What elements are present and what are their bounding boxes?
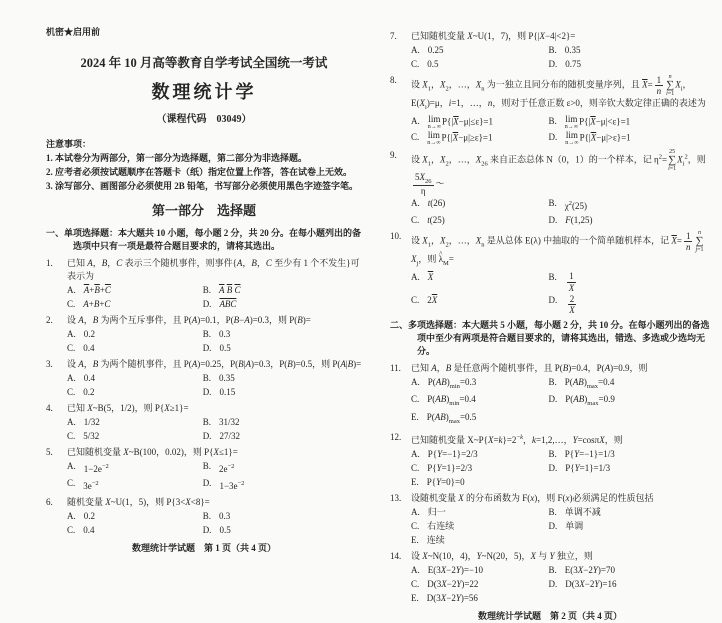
question-4-option-C — [67, 430, 203, 443]
question-number: 6. — [46, 497, 53, 507]
question-6-option-B — [203, 510, 362, 523]
option-label: C. — [411, 59, 420, 69]
option-label: D. — [548, 59, 558, 69]
option-text: $1-3e^{-2}$ — [219, 480, 245, 491]
page1-footer: 数理统计学试题 第 1 页（共 4 页） — [131, 543, 276, 553]
option-label: D. — [202, 478, 212, 488]
question-7-option-D — [549, 58, 710, 71]
option-text: 单调 — [565, 520, 584, 531]
question-5 — [46, 446, 362, 493]
question-number: 13. — [390, 492, 402, 503]
question-number: 3. — [46, 359, 53, 369]
page-1 — [46, 26, 376, 553]
option-text: t(26) — [427, 198, 446, 209]
question-10-option-A — [411, 271, 549, 293]
option-label: B. — [202, 461, 211, 471]
option-label: E. — [411, 476, 419, 487]
option-text: 0.15 — [219, 387, 236, 397]
security-marking: 机密★启用前 — [46, 27, 101, 37]
question-stem: 设 $X_1$，$X_2$，…，$X_n$ 是从总体 E(λ) 中抽取的一个简单随机样本，记 $\overline{X}=$ $\frac{1}{n}$ n ∑ j=1 $X_j$，则 λ $\^{}_M=$ — [411, 230, 710, 270]
option-label: A. — [411, 448, 420, 459]
note-3: 3. 涂写部分、画图部分必须使用 2B 铅笔，书写部分必须使用黑色字迹签字笔。 — [46, 181, 359, 191]
question-11-option-B — [549, 376, 710, 393]
option-label: A. — [411, 45, 420, 55]
question-2 — [46, 314, 362, 355]
question-10-option-B — [549, 271, 710, 293]
option-label: D. — [202, 387, 212, 397]
option-label: A. — [411, 272, 420, 283]
question-14-option-D — [549, 578, 710, 591]
option-text: 0.2 — [83, 329, 95, 339]
option-text: lim n→∞ $P\{|\overline{X}-\mu|<\varepsilon\}=1$ — [564, 113, 631, 130]
option-text: D(3X−2Y)=16 — [565, 578, 617, 589]
option-text: E(3X−2Y)=70 — [564, 564, 615, 575]
option-text: P{Y=1}=2/3 — [427, 462, 473, 473]
question-number: 9. — [390, 149, 397, 160]
option-text: $2\overline{X}$ — [427, 294, 438, 305]
option-label: A. — [67, 285, 76, 295]
question-5-option-A — [67, 460, 203, 476]
option-label: D. — [548, 578, 558, 589]
option-label: A. — [411, 376, 420, 387]
option-label: D. — [202, 343, 212, 353]
question-2-option-B — [203, 328, 362, 341]
option-text: 31/32 — [218, 417, 240, 427]
part1-title: 第一部分 选择题 — [151, 203, 256, 218]
question-9-option-A — [411, 197, 549, 213]
section2-intro: 二、多项选择题：本大题共 5 小题，每小题 2 分，共 10 分。在每小题列出的备选项中至少有两项是符合题目要求的，请将其选出，错选、多选或少选均无分。 — [390, 319, 710, 356]
option-label: D. — [548, 462, 558, 473]
option-label: E. — [411, 592, 419, 603]
question-8-option-B — [549, 115, 710, 130]
question-12-option-B — [549, 448, 710, 461]
question-stem: 设随机变量 X 的分布函数为 F(x)，则 F(x)必须满足的性质包括 — [411, 492, 654, 503]
option-label: B. — [548, 272, 557, 283]
option-label: A. — [67, 417, 76, 427]
page2-footer: 数理统计学试题 第 2 页（共 4 页） — [477, 610, 622, 621]
option-label: E. — [411, 412, 419, 423]
question-5-option-D — [203, 477, 362, 493]
question-6-option-A — [67, 510, 203, 523]
option-text: 0.5 — [219, 525, 231, 535]
question-9-option-B — [549, 197, 710, 213]
option-text: A+B+C — [83, 299, 111, 309]
option-text: $\overline{X}$ — [427, 272, 434, 283]
option-label: C. — [67, 299, 76, 309]
option-text: 0.25 — [427, 45, 444, 55]
option-label: B. — [202, 417, 211, 427]
question-stem: 设 A，B 为两个随机事件，且 P(A)=0.25，P(B|A)=0.3，P(B)=0.5，则 P(A|B)= — [67, 359, 362, 369]
question-10 — [390, 230, 710, 315]
question-9-option-D — [549, 214, 710, 227]
question-stem: 设 X~N(10，4)，Y~N(20，5)，X 与 Y 独立，则 — [411, 550, 593, 561]
question-4-option-B — [203, 416, 362, 429]
option-text: F(1,25) — [565, 215, 593, 226]
option-text: $1-2e^{-2}$ — [83, 463, 109, 474]
option-label: C. — [411, 294, 420, 305]
option-text: 0.4 — [83, 373, 95, 383]
note-2: 2. 应考者必须按试题顺序在答题卡（纸）指定位置上作答，答在试卷上无效。 — [46, 167, 353, 177]
option-text: 0.4 — [83, 525, 95, 535]
question-13-option-B — [549, 506, 710, 519]
option-label: B. — [548, 376, 557, 387]
question-3-option-B — [203, 372, 362, 385]
question-14-option-A — [411, 564, 549, 577]
question-number: 1. — [46, 258, 53, 268]
option-text: 0.4 — [83, 343, 95, 353]
question-stem: 已知随机变量 $X\sim P\{X=k\}=2^{-k}$，k=1,2,…，Y=cosπX，则 — [411, 433, 623, 445]
question-stem: 设 $X_1$，$X_2$，…，$X_n$ 为一独立且同分布的随机变量序列，且 $\overline{X}=$ $\frac{1}{n}$ n ∑ i=1 $X_i$，$E(X_i)=\mu$，i=1，…，n，则对于任意正数 ε>0，则辛钦大数定律正确的表述为 — [411, 74, 706, 111]
option-text: 5/32 — [83, 431, 100, 441]
option-label: B. — [202, 329, 211, 339]
question-number: 4. — [46, 403, 53, 413]
question-stem: 已知随机变量 X~B(100，0.02)，则 P{X≤1}= — [67, 447, 238, 457]
option-text: 1/32 — [83, 417, 100, 427]
option-label: D. — [548, 215, 558, 226]
option-label: C. — [411, 578, 420, 589]
option-text: 0.3 — [218, 329, 231, 339]
question-number: 7. — [390, 31, 397, 41]
option-text: lim n→∞ $P\{|\overline{X}-\mu|>\varepsilon\}=1$ — [565, 129, 631, 146]
question-12 — [390, 431, 710, 489]
question-10-option-C — [411, 294, 549, 316]
question-1 — [46, 257, 362, 311]
option-label: C. — [67, 431, 76, 441]
option-text: D(3X−2Y)=56 — [426, 592, 478, 603]
option-text: P{Y=−1}=2/3 — [427, 448, 478, 459]
option-text: $P(AB)_{min}=0.4$ — [427, 394, 476, 408]
question-10-option-D — [549, 294, 710, 316]
course-code: （课程代码 03049） — [156, 114, 252, 125]
option-label: A. — [411, 198, 420, 209]
notes-title: 注意事项： — [46, 139, 92, 149]
option-label: B. — [548, 198, 557, 209]
option-label: E. — [411, 534, 419, 545]
question-9 — [390, 149, 710, 228]
option-text: 0.35 — [564, 45, 581, 55]
question-5-option-B — [203, 460, 362, 476]
question-number: 12. — [390, 431, 402, 442]
question-13-option-A — [411, 506, 549, 519]
question-11-option-E — [411, 411, 549, 428]
questions-page2-multi — [390, 362, 710, 605]
option-text: P{Y=0}=0 — [426, 476, 465, 487]
option-label: B. — [548, 115, 557, 126]
question-2-option-D — [203, 342, 362, 355]
question-5-option-C — [67, 477, 203, 493]
question-12-option-A — [411, 448, 549, 461]
option-label: B. — [548, 506, 557, 517]
option-text: $\frac{2}{X}$ — [569, 293, 575, 316]
option-label: C. — [411, 215, 420, 226]
question-number: 8. — [390, 75, 397, 85]
option-label: D. — [202, 299, 212, 309]
option-label: A. — [411, 115, 420, 126]
question-number: 11. — [390, 362, 401, 373]
option-text: 0.2 — [83, 387, 95, 397]
question-number: 5. — [46, 447, 53, 457]
option-label: A. — [67, 511, 76, 521]
option-label: A. — [67, 461, 76, 471]
question-14-option-C — [411, 578, 549, 591]
exam-title: 数理统计学 — [151, 82, 257, 102]
question-7-option-C — [411, 58, 549, 71]
option-text: $\chi^2(25)$ — [564, 200, 588, 212]
option-text: 归一 — [427, 506, 446, 517]
option-label: B. — [202, 511, 211, 521]
note-1: 1. 本试卷分为两部分，第一部分为选择题，第二部分为非选择题。 — [46, 153, 308, 163]
exam-session-title: 2024 年 10 月高等教育自学考试全国统一考试 — [80, 56, 328, 70]
question-3 — [46, 358, 362, 399]
option-label: D. — [548, 131, 558, 142]
option-text: 0.5 — [219, 343, 231, 353]
question-1-option-D — [203, 298, 362, 311]
option-text: 连续 — [426, 534, 445, 545]
question-6-option-C — [67, 524, 203, 537]
option-text: lim n→∞ $P\{|\overline{X}-\mu|\ge\varepsilon\}=1$ — [427, 129, 493, 146]
question-12-option-E — [411, 476, 549, 489]
option-text: 0.5 — [427, 59, 439, 69]
option-text: lim n→∞ $P\{|\overline{X}-\mu|\le\varepsilon\}=1$ — [427, 113, 493, 130]
questions-page1 — [46, 257, 362, 537]
option-text: 0.2 — [83, 511, 95, 521]
option-label: B. — [548, 448, 557, 459]
option-label: D. — [548, 394, 558, 405]
option-text: 0.35 — [218, 373, 235, 383]
question-3-option-A — [67, 372, 203, 385]
option-text: $P(AB)_{min}=0.3$ — [427, 376, 477, 390]
question-1-option-A — [67, 284, 203, 297]
question-7-option-B — [549, 44, 710, 57]
question-6 — [46, 496, 362, 537]
question-8-option-C — [411, 131, 549, 146]
question-13-option-E — [411, 534, 549, 547]
question-8-option-D — [549, 131, 710, 146]
question-stem: 已知 A，B，C 表示三个随机事件，则事件{A，B，C 至少有 1 个不发生}可表示为 — [67, 258, 360, 281]
question-stem: 设 $X_1$，$X_2$，…，$X_{26}$ 来自正态总体 N（0，1）的一个样本，记 $\eta^2=$ 25 ∑ i=1 $X_i^2$，则 $\frac{5X_{26}}{\eta}$ ～ — [411, 148, 706, 197]
question-6-option-D — [203, 524, 362, 537]
option-label: C. — [67, 387, 76, 397]
option-label: C. — [411, 394, 420, 405]
question-12-option-D — [549, 462, 710, 475]
option-label: D. — [202, 525, 212, 535]
question-number: 2. — [46, 315, 53, 325]
option-text: $3e^{-2}$ — [83, 480, 99, 491]
option-text: $\frac{1}{X}$ — [568, 271, 575, 293]
option-text: $P(AB)_{max}=0.4$ — [564, 376, 615, 390]
question-11 — [390, 362, 710, 428]
option-label: D. — [548, 520, 558, 531]
question-stem: 随机变量 X~U(1，5)，则 P{3<X<8}= — [67, 497, 210, 507]
question-14 — [390, 550, 710, 605]
page-2 — [376, 26, 710, 621]
question-1-option-C — [67, 298, 203, 311]
question-12-option-C — [411, 462, 549, 475]
question-4-option-D — [203, 430, 362, 443]
question-9-option-C — [411, 214, 549, 227]
question-2-option-C — [67, 342, 203, 355]
option-text: $2e^{-2}$ — [218, 463, 235, 474]
question-1-option-B — [203, 284, 362, 297]
option-text: 右连续 — [427, 520, 455, 531]
question-14-option-B — [549, 564, 710, 577]
question-13-option-D — [549, 520, 710, 533]
question-11-option-A — [411, 376, 549, 393]
question-13-option-C — [411, 520, 549, 533]
option-text: $\overline{ABC}$ — [219, 299, 237, 309]
option-text: 单调不减 — [564, 506, 601, 517]
option-text: 0.75 — [565, 59, 582, 69]
question-number: 10. — [390, 231, 402, 242]
option-label: C. — [67, 343, 76, 353]
question-7-option-A — [411, 44, 549, 57]
question-7 — [390, 30, 710, 71]
question-11-option-C — [411, 393, 549, 410]
option-label: A. — [411, 564, 420, 575]
option-text: E(3X−2Y)=−10 — [427, 564, 483, 575]
option-label: A. — [67, 329, 76, 339]
question-11-option-D — [549, 393, 710, 410]
option-text: P{Y=−1}=1/3 — [564, 448, 615, 459]
question-14-option-E — [411, 592, 549, 605]
option-label: A. — [67, 373, 76, 383]
question-stem: 已知 X~B(5，1/2)，则 P{X≥1}= — [67, 403, 189, 413]
option-text: P{Y=1}=1/3 — [565, 462, 611, 473]
option-label: B. — [548, 45, 557, 55]
questions-page2-single — [390, 30, 710, 316]
option-label: D. — [548, 294, 558, 305]
question-2-option-A — [67, 328, 203, 341]
option-label: A. — [411, 506, 420, 517]
question-4-option-A — [67, 416, 203, 429]
option-text: $P(AB)_{max}=0.9$ — [565, 394, 615, 408]
option-label: C. — [67, 525, 76, 535]
option-text: 27/32 — [219, 431, 240, 441]
option-text: 0.3 — [218, 511, 231, 521]
question-stem: 设 A，B 为两个互斥事件，且 P(A)=0.1，P(B−A)=0.3，则 P(B)= — [67, 315, 311, 325]
option-label: B. — [202, 285, 211, 295]
option-label: C. — [411, 462, 420, 473]
option-label: C. — [411, 131, 420, 142]
option-label: B. — [548, 564, 557, 575]
question-stem: 已知随机变量 X~U(1，7)，则 P{|X−4|<2}= — [411, 31, 576, 41]
question-8 — [390, 74, 710, 146]
section1-intro: 一、单项选择题：本大题共 10 小题，每小题 2 分，共 20 分。在每小题列出的备选项中只有一项是最符合题目要求的，请将其选出。 — [46, 228, 362, 251]
option-label: C. — [411, 520, 420, 531]
question-3-option-D — [203, 386, 362, 399]
question-stem: 已知 A，B 是任意两个随机事件，且 P(B)=0.4，P(A)=0.9，则 — [411, 362, 648, 373]
option-text: $\overline{A}$ $\overline{B}$ $\overline{C}$ — [218, 285, 241, 295]
question-3-option-C — [67, 386, 203, 399]
option-text: D(3X−2Y)=22 — [427, 578, 479, 589]
option-label: C. — [67, 478, 76, 488]
question-8-option-A — [411, 115, 549, 130]
option-label: B. — [202, 373, 211, 383]
option-text: $\overline{A}+\overline{B}+\overline{C}$ — [83, 285, 111, 295]
question-13 — [390, 492, 710, 547]
option-text: t(25) — [427, 215, 445, 226]
question-4 — [46, 402, 362, 443]
option-label: D. — [202, 431, 212, 441]
option-text: $P(AB)_{max}=0.5$ — [426, 412, 477, 425]
question-number: 14. — [390, 550, 402, 561]
notes-block — [46, 138, 362, 193]
